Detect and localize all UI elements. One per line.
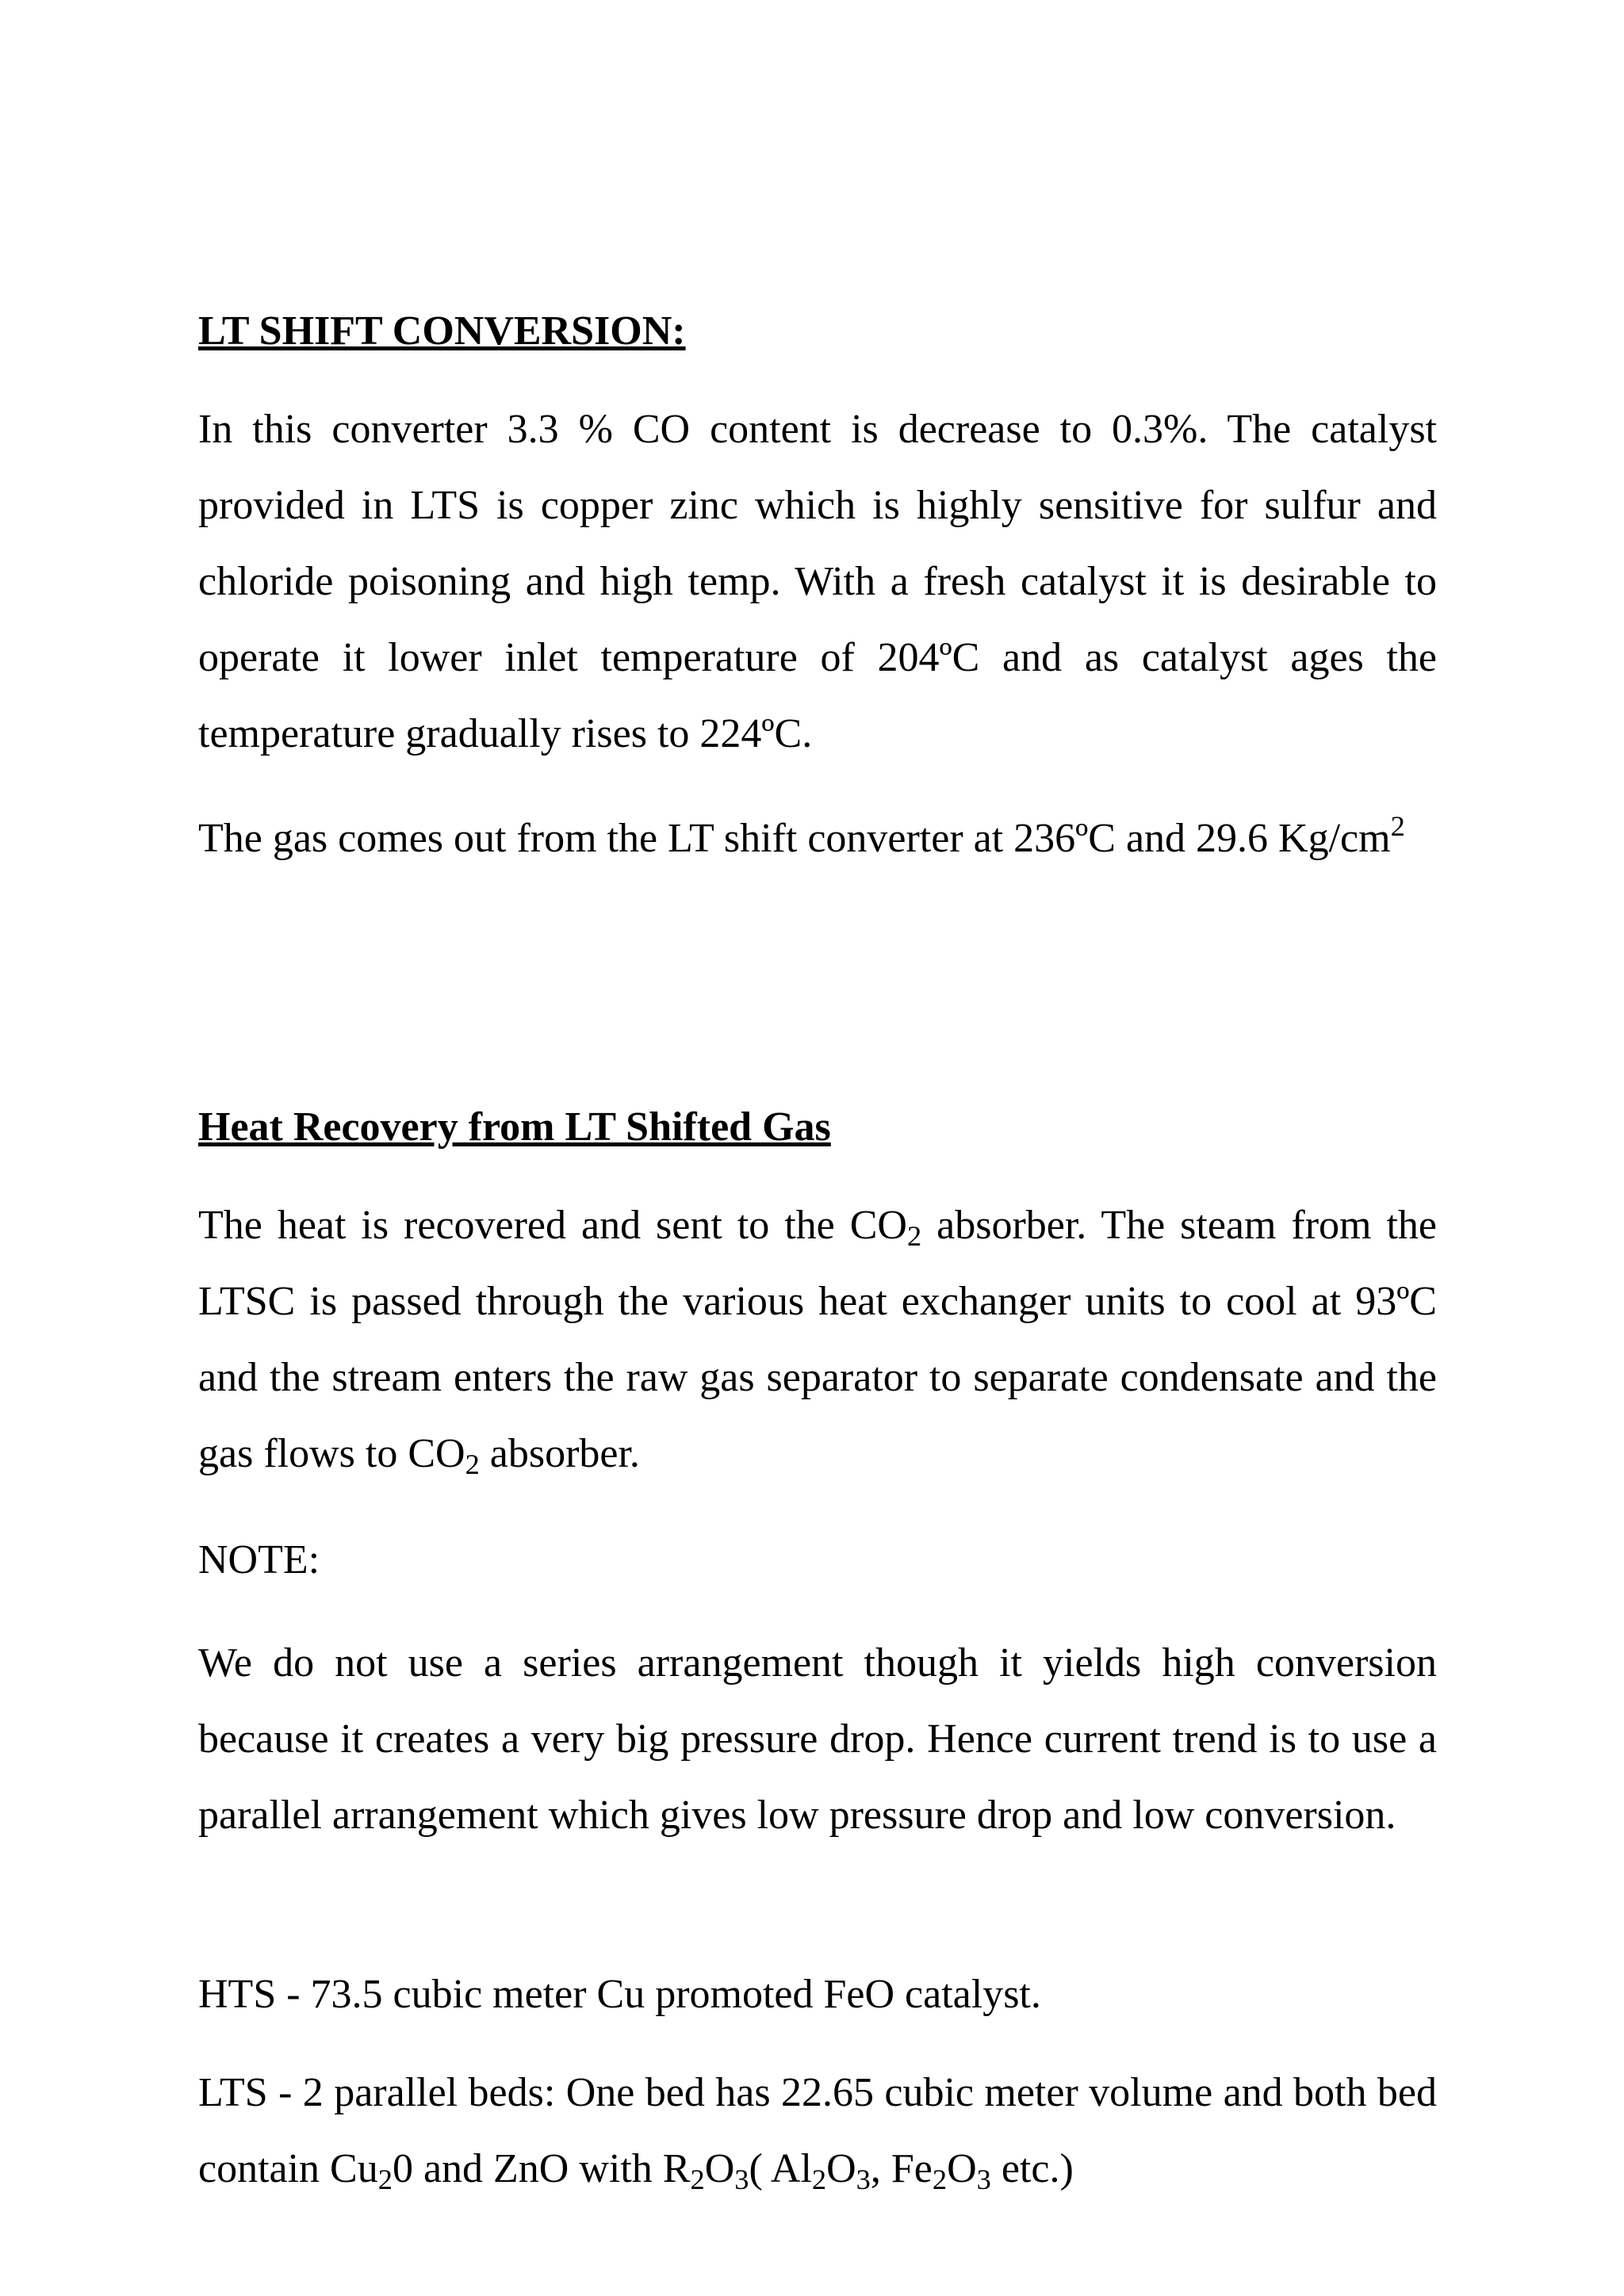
text-run: LTS - 2 parallel beds: One bed has 22.65 cubic meter volume and both bed contain Cu (198, 2070, 1437, 2191)
gas-outlet-text: The gas comes out from the LT shift converter at 236ºC and 29.6 Kg/cm (198, 816, 1391, 861)
section-heading-heat-recovery: Heat Recovery from LT Shifted Gas (198, 1104, 831, 1150)
subscript: 3 (734, 2164, 749, 2196)
subscript: 3 (856, 2164, 871, 2196)
text-run: O (947, 2146, 977, 2191)
text-run: The heat is recovered and sent to the CO (198, 1203, 907, 1248)
lts-paragraph (198, 2055, 1437, 2207)
text-run: ( Al (749, 2146, 812, 2191)
text-run: absorber. (479, 1431, 640, 1476)
note-paragraph: We do not use a series arrangement though it yields high conversion because it creates a very big pressure drop. Hence current trend is to use a parallel arrangement which gives low pressure drop and low conversion. (198, 1640, 1437, 1838)
subscript: 2 (690, 2164, 705, 2196)
subscript: 2 (811, 2164, 827, 2196)
text-run: 0 and ZnO with R (392, 2146, 691, 2191)
text-run: O (826, 2146, 856, 2191)
text-run: absorber. The steam from the LTSC is passed through the various heat exchanger units to cool at 93ºC and the stream enters the raw gas separator to separate condensate and the gas flows to CO (198, 1203, 1437, 1476)
subscript: 2 (906, 1220, 922, 1253)
section-heading-lt-shift: LT SHIFT CONVERSION: (198, 308, 686, 354)
text-run: , Fe (870, 2146, 933, 2191)
subscript: 2 (932, 2164, 948, 2196)
gas-outlet-paragraph (198, 801, 1437, 877)
subscript: 2 (465, 1448, 480, 1481)
subscript: 2 (377, 2164, 393, 2196)
superscript: 2 (1390, 809, 1405, 842)
text-run: etc.) (990, 2146, 1074, 2191)
hts-line: HTS - 73.5 cubic meter Cu promoted FeO catalyst. (198, 1972, 1041, 2017)
heat-recovery-paragraph (198, 1188, 1437, 1492)
text-run: O (704, 2146, 735, 2191)
lt-shift-paragraph: In this converter 3.3 % CO content is decrease to 0.3%. The catalyst provided in LTS is copper zinc which is highly sensitive for sulfur and chloride poisoning and high temp. With a fresh catalyst it is desirable to operate it lower inlet temperature of 204ºC and as catalyst ages the temperature gradually rises to 224ºC. (198, 407, 1437, 756)
note-label: NOTE: (198, 1537, 320, 1582)
subscript: 3 (976, 2164, 991, 2196)
